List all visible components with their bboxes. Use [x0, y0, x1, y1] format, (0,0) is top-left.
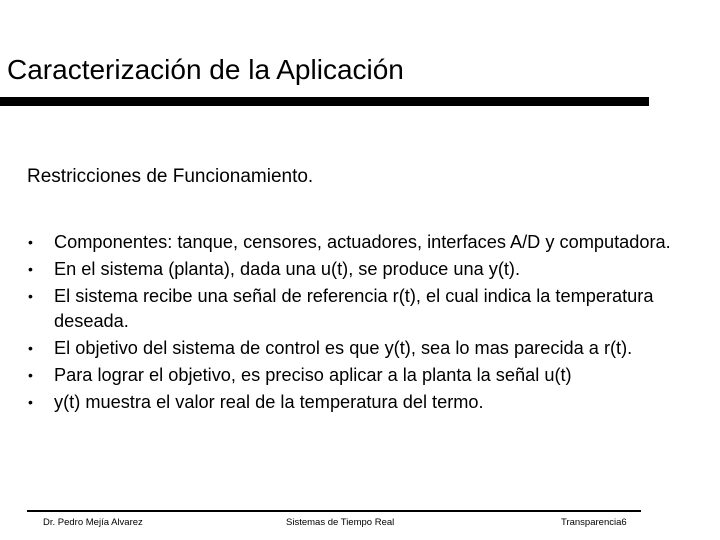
bullet-text: El objetivo del sistema de control es que y(t), sea lo mas parecida a r(t).	[54, 338, 633, 358]
bullet-icon: •	[28, 340, 33, 356]
title-underline	[0, 97, 649, 106]
slide-title: Caracterización de la Aplicación	[7, 54, 404, 85]
bullet-text: Componentes: tanque, censores, actuadores, interfaces A/D y computadora.	[54, 232, 671, 252]
footer-page	[561, 517, 627, 529]
bullet-icon: •	[28, 394, 33, 410]
bullet-item	[27, 390, 697, 415]
slide-subtitle: Restricciones de Funcionamiento.	[27, 166, 314, 187]
bullet-text: El sistema recibe una señal de referencia r(t), el cual indica la temperatura deseada.	[54, 286, 654, 331]
bullet-item	[27, 363, 697, 388]
footer-divider	[27, 510, 641, 512]
bullet-icon: •	[28, 288, 33, 304]
bullet-icon: •	[28, 367, 33, 383]
bullet-text: En el sistema (planta), dada una u(t), se produce una y(t).	[54, 259, 521, 279]
bullet-text: y(t) muestra el valor real de la temperatura del termo.	[54, 392, 484, 412]
footer-page-label: Transparencia	[561, 517, 622, 528]
bullet-item	[27, 284, 697, 334]
bullet-item	[27, 336, 697, 361]
bullet-icon: •	[28, 234, 33, 250]
bullet-text: Para lograr el objetivo, es preciso aplicar a la planta la señal u(t)	[54, 365, 572, 385]
bullet-list	[27, 230, 697, 415]
footer-page-number: 6	[621, 517, 627, 528]
bullet-item	[27, 257, 697, 282]
bullet-item	[27, 230, 697, 255]
bullet-icon: •	[28, 261, 33, 277]
footer-author: Dr. Pedro Mejía Alvarez	[43, 517, 143, 528]
footer-course: Sistemas de Tiempo Real	[286, 517, 395, 528]
